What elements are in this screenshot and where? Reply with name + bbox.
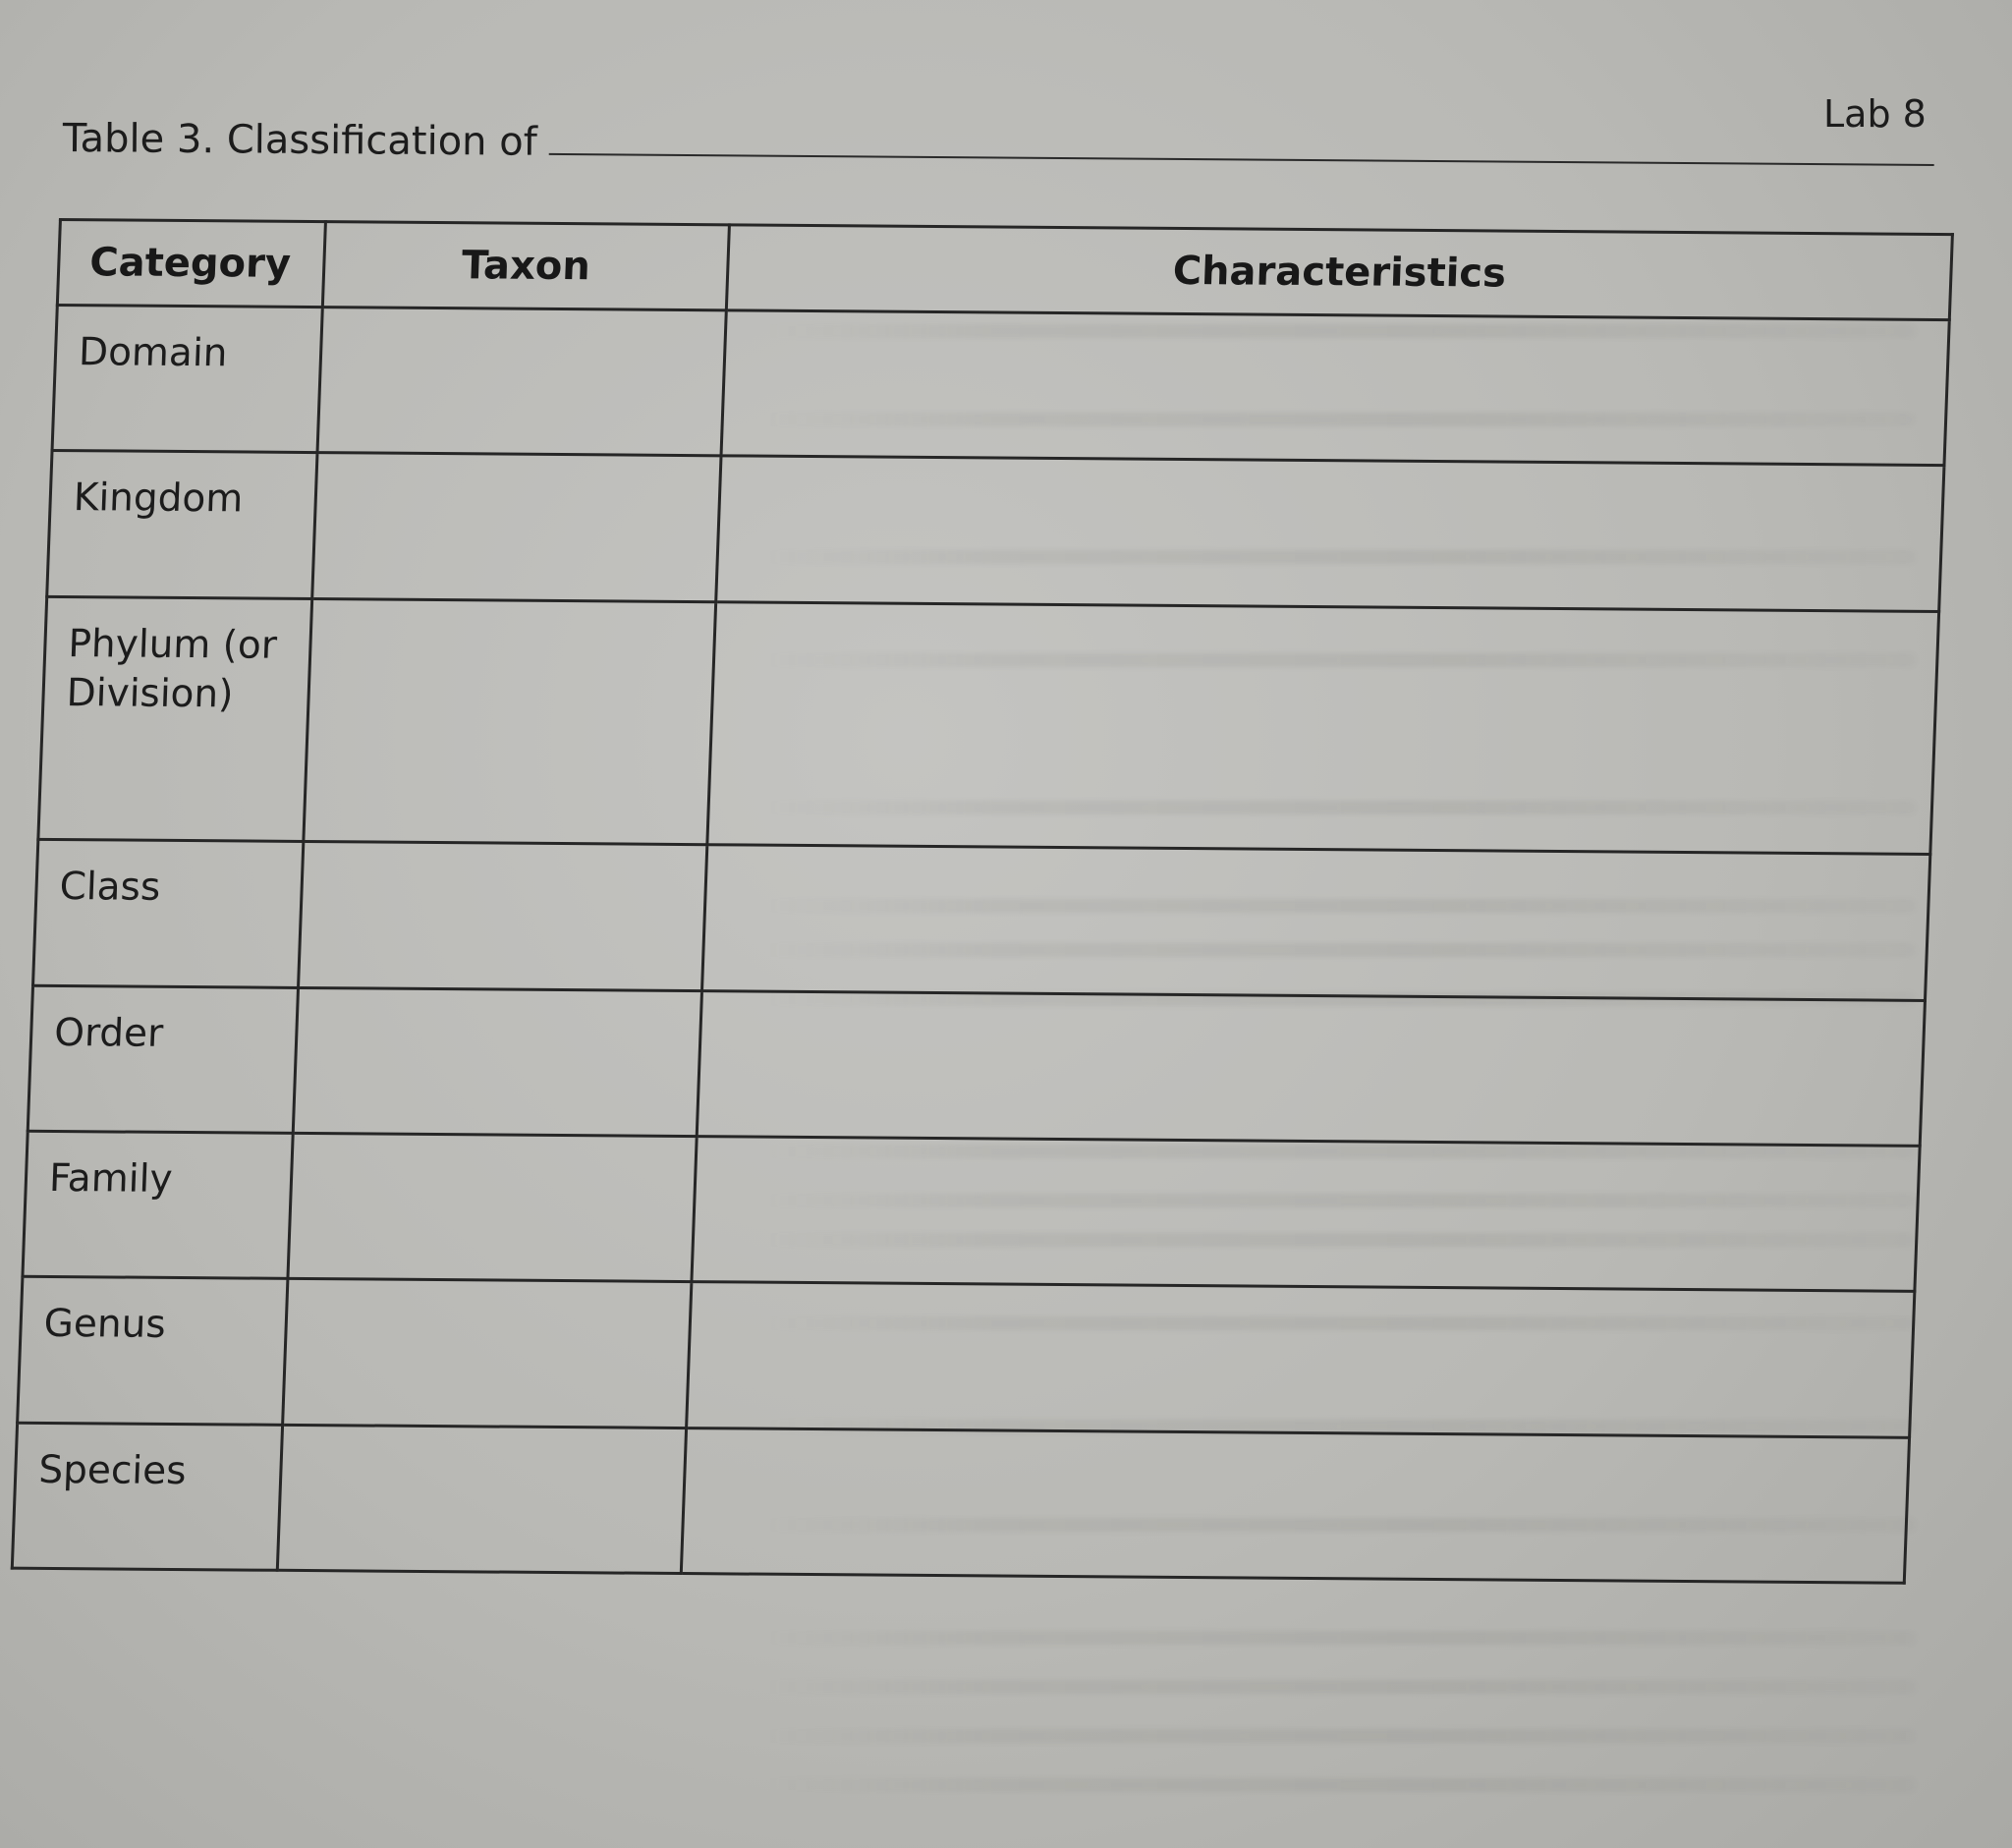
characteristics-cell[interactable] — [716, 456, 1944, 611]
bleed-through-text — [766, 1778, 1916, 1792]
bleed-through-text — [766, 1680, 1916, 1694]
table-title-line — [63, 116, 1934, 176]
classification-table — [11, 218, 1954, 1585]
characteristics-cell[interactable] — [697, 990, 1925, 1146]
lab-label: Lab 8 — [1823, 92, 1927, 136]
table-row — [12, 1423, 1909, 1583]
taxon-cell[interactable] — [312, 453, 721, 602]
taxon-cell[interactable] — [293, 987, 701, 1137]
table-row — [33, 840, 1930, 1000]
column-header-characteristics: Characteristics — [726, 225, 1952, 320]
column-header-taxon: Taxon — [322, 222, 729, 310]
taxon-cell[interactable] — [304, 598, 716, 845]
category-cell: Species — [12, 1423, 282, 1570]
category-cell: Family — [23, 1131, 293, 1278]
category-cell: Domain — [52, 305, 322, 452]
taxon-cell[interactable] — [317, 308, 726, 457]
taxon-cell[interactable] — [299, 842, 707, 991]
category-cell: Order — [28, 985, 298, 1133]
table-row — [28, 985, 1925, 1146]
table-row — [18, 1277, 1915, 1437]
category-cell: Kingdom — [47, 451, 317, 598]
table-header-row — [57, 220, 1952, 320]
category-cell: Phylum (or Division) — [38, 596, 312, 842]
table-row — [52, 305, 1949, 465]
classification-table-container — [11, 218, 1951, 1585]
characteristics-cell[interactable] — [681, 1428, 1909, 1583]
characteristics-cell[interactable] — [721, 310, 1949, 466]
taxon-cell[interactable] — [288, 1133, 697, 1282]
taxon-cell[interactable] — [277, 1425, 686, 1574]
characteristics-cell[interactable] — [707, 601, 1939, 854]
table-row — [38, 596, 1939, 855]
characteristics-cell[interactable] — [692, 1137, 1920, 1292]
category-cell: Genus — [18, 1277, 288, 1425]
table-row — [47, 451, 1944, 611]
characteristics-cell[interactable] — [687, 1282, 1915, 1437]
table-row — [23, 1131, 1920, 1291]
characteristics-cell[interactable] — [702, 845, 1930, 1000]
category-cell: Class — [33, 840, 304, 987]
title-fill-in-blank[interactable] — [549, 151, 1934, 166]
taxon-cell[interactable] — [283, 1279, 692, 1428]
bleed-through-text — [766, 1631, 1916, 1645]
column-header-category: Category — [57, 220, 325, 308]
table-title: Table 3. Classification of — [62, 116, 537, 165]
bleed-through-text — [766, 1729, 1916, 1743]
